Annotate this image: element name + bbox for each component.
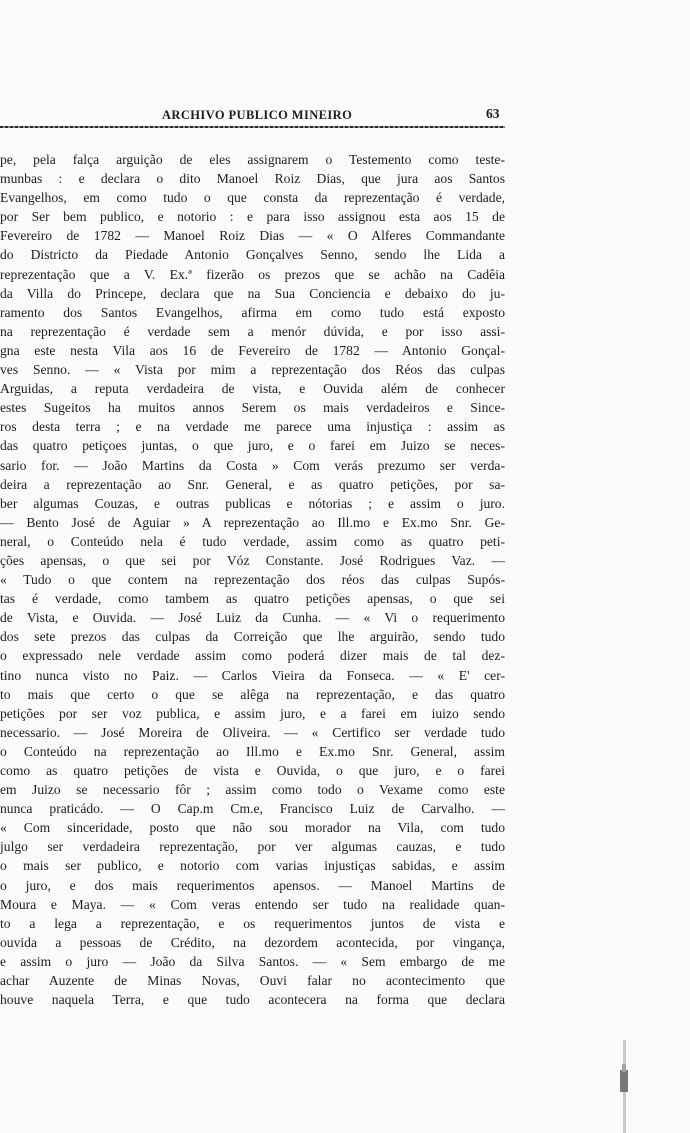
text-line: o mais ser publico, e notorio com varias injustiças sabidas, e assim [0, 858, 505, 874]
text-line: tas é verdade, como tambem as quatro petições apensas, o que sei [0, 591, 505, 607]
header-rule [0, 126, 505, 128]
text-line: dos sete prezos das culpas da Correição que lhe arguirão, sendo tudo [0, 629, 505, 645]
text-line: munbas : e declara o dito Manoel Roiz Dias, que jura aos Santos [0, 171, 505, 187]
text-line: sario for. — João Martins da Costa » Com verás prezumo ser verda- [0, 457, 505, 473]
text-line: por Ser bem publico, e notorio : e para isso assignou esta aos 15 de [0, 209, 505, 225]
text-line: Arguidas, a reputa verdadeira de vista, e Ouvida além de conhecer [0, 381, 505, 397]
text-line: ber algumas Couzas, e outras publicas e nótorias ; e assim o juro. [0, 495, 505, 511]
body-text [0, 150, 505, 1009]
text-line: tino nunca visto no Paiz. — Carlos Vieira da Fonseca. — « E' cer- [0, 667, 505, 683]
text-line: em Juizo se necessario fôr ; assim como todo o Vexame como este [0, 782, 505, 798]
text-line: petições por ser voz publica, e assim juro, e a farei em iuizo sendo [0, 705, 505, 721]
scan-edge-mark [610, 1040, 638, 1133]
page-number: 63 [486, 106, 500, 121]
text-line: neral, o Conteúdo nela é tudo verdade, assim como as quatro peti- [0, 533, 505, 549]
text-line: julgo ser verdadeira reprezentação, por ver algumas cauzas, e tudo [0, 839, 505, 855]
text-line: na reprezentação é verdade sem a menór dúvida, e por isso assi- [0, 323, 505, 339]
text-line: houve naquela Terra, e que tudo acontecera na forma que declara [0, 992, 505, 1008]
text-line: deira a reprezentação ao Snr. General, e as quatro petições, por sa- [0, 476, 505, 492]
text-line: o expressado nele verdade assim como poderá dizer mais de tal dez- [0, 648, 505, 664]
text-line: ramento dos Santos Evangelhos, afirma em como tudo está exposto [0, 304, 505, 320]
text-line: ves Senno. — « Vista por mim a reprezentação dos Réos das culpas [0, 362, 505, 378]
text-line: nunca praticádo. — O Cap.m Cm.e, Francisco Luiz de Carvalho. — [0, 801, 505, 817]
text-line: do Districto da Piedade Antonio Gonçalves Senno, sendo lhe Lida a [0, 247, 505, 263]
text-line: o Conteúdo na reprezentação ao Ill.mo e Ex.mo Snr. General, assim [0, 743, 505, 759]
text-line: das quatro petiçoes juntas, o que juro, e o farei em Juizo se neces- [0, 438, 505, 454]
text-line: ros desta terra ; e na verdade me parece uma injustiça : assim as [0, 419, 505, 435]
text-line: « Com sinceridade, posto que não sou morador na Vila, com tudo [0, 820, 505, 836]
text-line: ções apensas, o que sei por Vóz Constante. José Rodrigues Vaz. — [0, 552, 505, 568]
text-line: Fevereiro de 1782 — Manoel Roiz Dias — « O Alferes Commandante [0, 228, 505, 244]
text-line: Moura e Maya. — « Com veras entendo ser tudo na realidade quan- [0, 896, 505, 912]
text-line: — Bento José de Aguiar » A reprezentação ao Ill.mo e Ex.mo Snr. Ge- [0, 514, 505, 530]
text-line: gna este nesta Vila aos 16 de Fevereiro de 1782 — Antonio Gonçal- [0, 342, 505, 358]
text-line: Evangelhos, em como tudo o que consta da reprezentação é verdade, [0, 190, 505, 206]
text-line: pe, pela falça arguição de eles assignarem o Testemento como teste- [0, 152, 505, 167]
text-line: o juro, e dos mais requerimentos apensos. — Manoel Martins de [0, 877, 505, 893]
text-line: achar Auzente de Minas Novas, Ouvi falar no acontecimento que [0, 973, 505, 989]
text-line: to mais que certo o que se alêga na reprezentação, e das quatro [0, 686, 505, 702]
text-line: to a lega a reprezentação, e os requerimentos juntos de vista e [0, 915, 505, 931]
running-header [0, 104, 520, 124]
text-line: reprezentação que a V. Ex.ª fizerão os prezos que se achão na Cadêia [0, 266, 505, 282]
text-line: « Tudo o que contem na reprezentação dos réos das culpas Supós- [0, 572, 505, 588]
text-line: necessario. — José Moreira de Oliveira. — « Certifico ser verdade tudo [0, 724, 505, 740]
text-line: estes Sugeitos ha muitos annos Serem os mais verdadeiros e Since- [0, 400, 505, 416]
running-title: ARCHIVO PUBLICO MINEIRO [162, 108, 353, 122]
text-line: de Vista, e Ouvida. — José Luiz da Cunha. — « Vi o requerimento [0, 610, 505, 626]
text-line: como as quatro petições de vista e Ouvida, o que juro, e o farei [0, 763, 505, 778]
text-line: ouvida a pessoas de Crédito, na dezordem acontecida, por vingança, [0, 934, 505, 950]
text-line: da Villa do Princepe, declara que na Sua Conciencia e debaixo do ju- [0, 285, 505, 301]
text-line: e assim o juro — João da Silva Santos. — « Sem embargo de me [0, 953, 505, 969]
